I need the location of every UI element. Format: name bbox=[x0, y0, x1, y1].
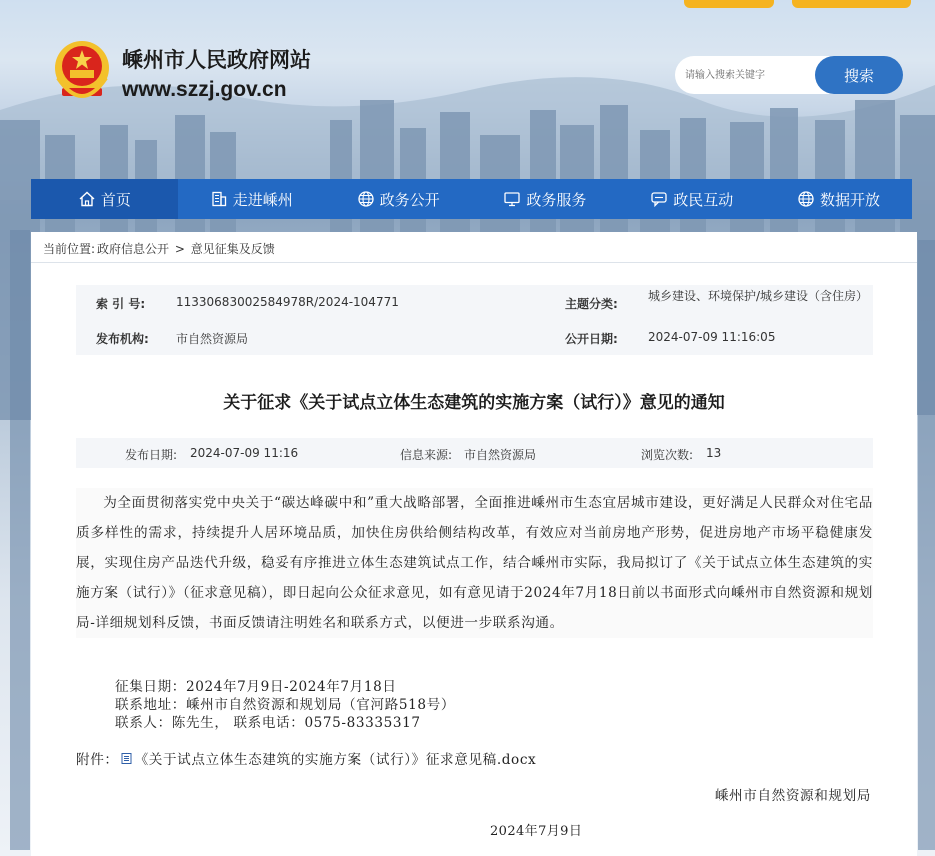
views-value: 13 bbox=[706, 446, 722, 460]
signature-date: 2024年7月9日 bbox=[490, 824, 583, 839]
top-link-button-2[interactable] bbox=[792, 0, 911, 8]
nav-public-interaction[interactable] bbox=[618, 179, 765, 219]
search-input[interactable] bbox=[685, 60, 815, 90]
nav-label: 政民互动 bbox=[673, 190, 734, 209]
building-icon bbox=[210, 190, 228, 208]
national-emblem-icon bbox=[50, 38, 114, 102]
main-nav bbox=[31, 179, 912, 219]
document-file-icon bbox=[121, 753, 132, 764]
site-url: www.szzj.gov.cn bbox=[122, 78, 287, 101]
contact-info bbox=[115, 678, 455, 732]
nav-label: 政务公开 bbox=[379, 190, 440, 209]
index-label: 索 引 号: bbox=[96, 297, 146, 311]
topic-label: 主题分类: bbox=[565, 297, 618, 311]
post-date-value: 2024-07-09 11:16 bbox=[190, 446, 299, 460]
breadcrumb-item-feedback[interactable]: 意见征集及反馈 bbox=[190, 242, 275, 256]
divider bbox=[31, 262, 917, 263]
content-panel bbox=[31, 232, 917, 856]
nav-label: 走进嵊州 bbox=[232, 190, 293, 209]
monitor-icon bbox=[503, 190, 521, 208]
source-value: 市自然资源局 bbox=[464, 448, 537, 462]
contact-person: 联系人：陈先生， 联系电话：0575-83335317 bbox=[115, 715, 421, 731]
top-link-button-1[interactable] bbox=[684, 0, 774, 8]
nav-about-shengzhou[interactable] bbox=[178, 179, 325, 219]
search-button[interactable]: 搜索 bbox=[815, 56, 903, 94]
breadcrumb-item-info-disclosure[interactable]: 政府信息公开 bbox=[97, 242, 170, 256]
breadcrumb-separator: > bbox=[174, 242, 185, 256]
nav-label: 首页 bbox=[100, 190, 131, 209]
nav-government-affairs[interactable] bbox=[325, 179, 472, 219]
attachment-label: 附件： bbox=[76, 752, 119, 768]
contact-address: 联系地址：嵊州市自然资源和规划局（官河路518号） bbox=[115, 697, 456, 713]
home-icon bbox=[78, 190, 96, 208]
signature-organization: 嵊州市自然资源和规划局 bbox=[714, 788, 871, 804]
document-title: 关于征求《关于试点立体生态建筑的实施方案（试行）》意见的通知 bbox=[223, 393, 725, 413]
topic-value: 城乡建设、环境保护/城乡建设（含住房） bbox=[648, 289, 869, 303]
index-value: 11330683002584978R/2024-104771 bbox=[176, 295, 399, 309]
chat-icon bbox=[650, 190, 668, 208]
attachment-link[interactable]: 《关于试点立体生态建筑的实施方案（试行）》征求意见稿.docx bbox=[134, 752, 537, 768]
issuer-label: 发布机构: bbox=[96, 332, 149, 346]
document-body: 为全面贯彻落实党中央关于“碳达峰碳中和”重大战略部署，全面推进嵊州市生态宜居城市建设，更好满足人民群众对住宅品质多样性的需求，持续提升人居环境品质，加快住房供给侧结构改革，有效应对当前房地产形势，促进房地产市场平稳健康发展，实现住房产品迭代升级，稳妥有序推进立体生态建筑试点工作，结合嵊州市实际，我局拟订了《关于试点立体生态建筑的实施方案（试行）》（征求意见稿），即日起向公众征求意见，如有意见请于2024年7月18日前以书面形式向嵊州市自然资源和规划局-详细规划科反馈，书面反馈请注明姓名和联系方式，以便进一步联系沟通。 bbox=[76, 488, 873, 638]
attachment-row bbox=[76, 748, 536, 768]
nav-open-data[interactable] bbox=[765, 179, 912, 219]
meta-table bbox=[76, 285, 873, 355]
search-box bbox=[675, 56, 903, 94]
nav-label: 政务服务 bbox=[526, 190, 587, 209]
nav-label: 数据开放 bbox=[820, 190, 881, 209]
views-label: 浏览次数: bbox=[641, 448, 694, 462]
nav-government-services[interactable] bbox=[471, 179, 618, 219]
post-date-label: 发布日期: bbox=[125, 448, 178, 462]
site-title: 嵊州市人民政府网站 bbox=[122, 48, 311, 72]
globe-icon bbox=[797, 190, 815, 208]
breadcrumb bbox=[43, 240, 277, 257]
breadcrumb-prefix: 当前位置: bbox=[43, 242, 96, 256]
source-label: 信息来源: bbox=[400, 448, 453, 462]
globe-icon bbox=[357, 190, 375, 208]
collection-period: 征集日期：2024年7月9日-2024年7月18日 bbox=[115, 679, 397, 695]
publish-date-value: 2024-07-09 11:16:05 bbox=[648, 330, 776, 344]
nav-home[interactable] bbox=[31, 179, 178, 219]
issuer-value: 市自然资源局 bbox=[176, 332, 249, 346]
publish-date-label: 公开日期: bbox=[565, 332, 618, 346]
document-info-bar bbox=[76, 438, 873, 468]
